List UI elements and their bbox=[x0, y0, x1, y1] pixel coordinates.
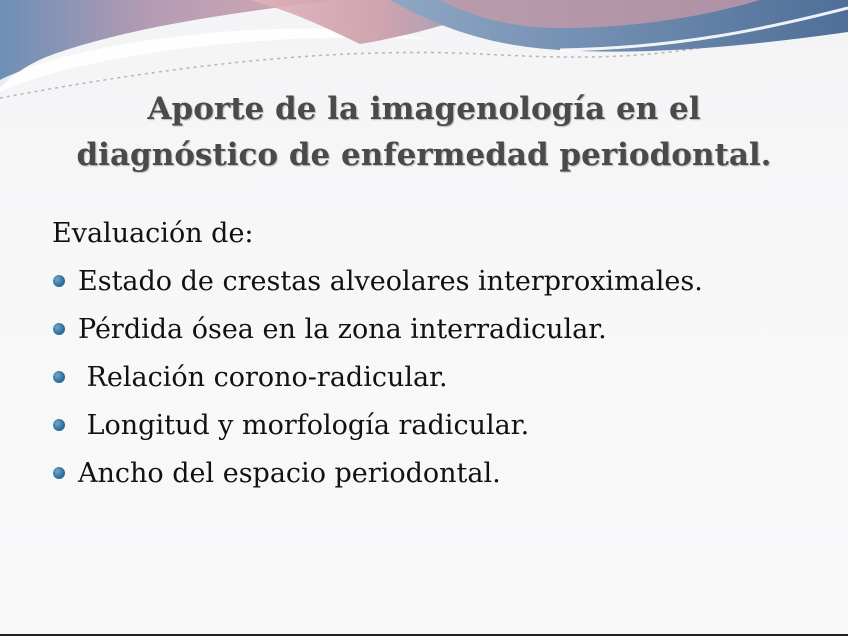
list-item-text: Pérdida ósea en la zona interradicular. bbox=[78, 314, 607, 345]
bullet-dot-icon bbox=[53, 275, 65, 287]
list-item bbox=[52, 258, 832, 306]
slide-title-line-1: Aporte de la imagenología en el bbox=[147, 91, 701, 127]
list-item bbox=[52, 354, 832, 402]
list-item-text: Longitud y morfología radicular. bbox=[78, 410, 530, 441]
bullet-dot-icon bbox=[53, 371, 65, 383]
slide-title bbox=[0, 86, 848, 178]
list-item bbox=[52, 402, 832, 450]
list-item-text: Ancho del espacio periodontal. bbox=[78, 458, 501, 489]
list-item bbox=[52, 306, 832, 354]
list-item bbox=[52, 450, 832, 498]
intro-text: Evaluación de: bbox=[52, 218, 254, 249]
list-item-text: Estado de crestas alveolares interproximales. bbox=[78, 266, 703, 297]
bullet-dot-icon bbox=[53, 419, 65, 431]
slide-title-line-2: diagnóstico de enfermedad periodontal. bbox=[76, 137, 772, 173]
bullet-list bbox=[52, 258, 832, 498]
bullet-dot-icon bbox=[53, 467, 65, 479]
bullet-dot-icon bbox=[53, 323, 65, 335]
list-item-text: Relación corono-radicular. bbox=[78, 362, 448, 393]
slide-content bbox=[52, 210, 832, 498]
